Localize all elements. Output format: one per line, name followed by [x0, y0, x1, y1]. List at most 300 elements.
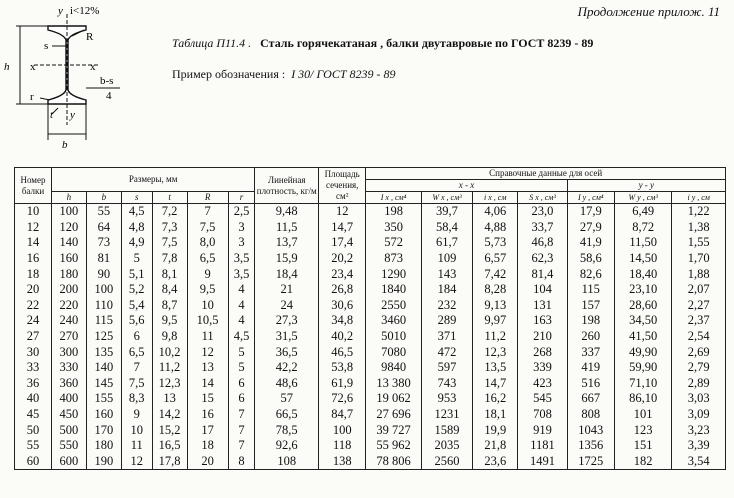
table-cell: 14 — [15, 235, 52, 251]
table-cell: 48,6 — [255, 376, 319, 392]
table-cell: 46,8 — [518, 235, 567, 251]
table-cell: 100 — [319, 422, 366, 438]
col-header-wx: W x , см³ — [421, 192, 472, 204]
table-row — [15, 204, 726, 220]
table-cell: 21,8 — [473, 438, 518, 454]
example-value: I 30/ ГОСТ 8239 - 89 — [291, 67, 396, 81]
table-cell: 23,10 — [614, 282, 672, 298]
table-cell: 6 — [228, 376, 255, 392]
table-cell: 18 — [187, 438, 228, 454]
table-cell: 1356 — [567, 438, 614, 454]
table-cell: 60 — [15, 454, 52, 470]
table-cell: 10 — [15, 204, 52, 220]
table-cell: 667 — [567, 391, 614, 407]
table-cell: 13,7 — [255, 235, 319, 251]
table-cell: 140 — [51, 235, 86, 251]
table-cell: 2,89 — [672, 376, 726, 392]
table-cell: 33,7 — [518, 220, 567, 236]
table-cell: 1491 — [518, 454, 567, 470]
table-cell: 81,4 — [518, 266, 567, 282]
table-row — [15, 251, 726, 267]
table-cell: 92,6 — [255, 438, 319, 454]
table-cell: 12 — [319, 204, 366, 220]
table-cell: 100 — [51, 204, 86, 220]
table-cell: 41,9 — [567, 235, 614, 251]
table-cell: 5 — [121, 251, 152, 267]
table-cell: 450 — [51, 407, 86, 423]
table-cell: 2,07 — [672, 282, 726, 298]
table-cell: 39,7 — [421, 204, 472, 220]
table-cell: 8,1 — [152, 266, 187, 282]
table-cell: 2,79 — [672, 360, 726, 376]
table-cell: 4,5 — [121, 204, 152, 220]
table-cell: 90 — [86, 266, 121, 282]
table-cell: 62,3 — [518, 251, 567, 267]
table-cell: 597 — [421, 360, 472, 376]
table-cell: 34,8 — [319, 313, 366, 329]
x-right-label: x — [90, 61, 96, 73]
table-cell: 3,03 — [672, 391, 726, 407]
table-cell: 1,70 — [672, 251, 726, 267]
col-header-area: Площадь сечения, см² — [319, 168, 366, 204]
table-cell: 6,5 — [187, 251, 228, 267]
table-cell: 360 — [51, 376, 86, 392]
table-cell: 21 — [255, 282, 319, 298]
table-cell: 184 — [421, 282, 472, 298]
table-cell: 11,5 — [255, 220, 319, 236]
table-cell: 108 — [255, 454, 319, 470]
table-cell: 131 — [518, 298, 567, 314]
table-cell: 23,6 — [473, 454, 518, 470]
table-cell: 16 — [187, 407, 228, 423]
table-cell: 4 — [228, 298, 255, 314]
table-cell: 30 — [15, 344, 52, 360]
table-cell: 220 — [51, 298, 86, 314]
y-bottom-label: y — [70, 109, 75, 121]
table-cell: 81 — [86, 251, 121, 267]
col-header-iy-radius: i y , см — [672, 192, 726, 204]
table-cell: 5,2 — [121, 282, 152, 298]
table-cell: 55 962 — [366, 438, 421, 454]
table-cell: 160 — [86, 407, 121, 423]
table-cell: 11,2 — [152, 360, 187, 376]
table-cell: 2,5 — [228, 204, 255, 220]
table-cell: 28,60 — [614, 298, 672, 314]
col-header-r: r — [228, 192, 255, 204]
b-minus-s-label: b-s — [100, 75, 114, 87]
table-cell: 78,5 — [255, 422, 319, 438]
table-cell: 15,9 — [255, 251, 319, 267]
table-cell: 5010 — [366, 329, 421, 345]
table-cell: 72,6 — [319, 391, 366, 407]
table-cell: 572 — [366, 235, 421, 251]
table-cell: 9840 — [366, 360, 421, 376]
x-left-label: x — [30, 61, 36, 73]
table-cell: 46,5 — [319, 344, 366, 360]
table-cell: 11,50 — [614, 235, 672, 251]
table-cell: 5 — [228, 344, 255, 360]
table-cell: 9,48 — [255, 204, 319, 220]
b-label: b — [62, 139, 68, 151]
table-row — [15, 329, 726, 345]
table-cell: 1043 — [567, 422, 614, 438]
table-cell: 210 — [518, 329, 567, 345]
table-cell: 9,5 — [187, 282, 228, 298]
table-cell: 163 — [518, 313, 567, 329]
table-cell: 198 — [366, 204, 421, 220]
h-label: h — [4, 61, 10, 73]
table-cell: 4 — [228, 313, 255, 329]
table-cell: 36,5 — [255, 344, 319, 360]
table-cell: 3,23 — [672, 422, 726, 438]
table-cell: 24 — [255, 298, 319, 314]
table-cell: 9,13 — [473, 298, 518, 314]
table-cell: 23,4 — [319, 266, 366, 282]
t-label: t — [50, 109, 54, 121]
table-cell: 73 — [86, 235, 121, 251]
table-cell: 400 — [51, 391, 86, 407]
table-cell: 23,0 — [518, 204, 567, 220]
table-cell: 9,5 — [152, 313, 187, 329]
table-cell: 118 — [319, 438, 366, 454]
table-cell: 123 — [614, 422, 672, 438]
axis-header-xx: x - x — [366, 180, 567, 192]
table-cell: 12,3 — [152, 376, 187, 392]
table-cell: 182 — [614, 454, 672, 470]
table-cell: 472 — [421, 344, 472, 360]
table-cell: 1231 — [421, 407, 472, 423]
table-cell: 10 — [121, 422, 152, 438]
table-cell: 86,10 — [614, 391, 672, 407]
table-cell: 115 — [567, 282, 614, 298]
table-cell: 4,9 — [121, 235, 152, 251]
table-cell: 7 — [228, 438, 255, 454]
table-cell: 1,38 — [672, 220, 726, 236]
table-cell: 4,8 — [121, 220, 152, 236]
table-cell: 545 — [518, 391, 567, 407]
table-cell: 17,4 — [319, 235, 366, 251]
table-cell: 135 — [86, 344, 121, 360]
table-cell: 138 — [319, 454, 366, 470]
table-cell: 10 — [187, 298, 228, 314]
r-upper-label: R — [86, 31, 94, 43]
table-cell: 190 — [86, 454, 121, 470]
designation-example — [172, 67, 396, 82]
table-cell: 7080 — [366, 344, 421, 360]
table-cell: 31,5 — [255, 329, 319, 345]
table-cell: 17,9 — [567, 204, 614, 220]
table-cell: 6,57 — [473, 251, 518, 267]
table-cell: 27,3 — [255, 313, 319, 329]
table-cell: 7 — [187, 204, 228, 220]
col-header-sx: S x , см³ — [518, 192, 567, 204]
four-label: 4 — [106, 90, 112, 102]
table-cell: 500 — [51, 422, 86, 438]
table-cell: 40 — [15, 391, 52, 407]
col-header-s: s — [121, 192, 152, 204]
table-cell: 41,50 — [614, 329, 672, 345]
table-cell: 20,2 — [319, 251, 366, 267]
continuation-note: Продолжение прилож. 11 — [577, 4, 720, 19]
table-cell: 20 — [187, 454, 228, 470]
col-header-b: b — [86, 192, 121, 204]
table-cell: 3,5 — [228, 266, 255, 282]
table-cell: 337 — [567, 344, 614, 360]
table-cell: 27,9 — [567, 220, 614, 236]
table-cell: 61,7 — [421, 235, 472, 251]
s-label: s — [44, 40, 49, 52]
col-header-no: Номер балки — [15, 168, 52, 204]
y-top-label: y — [58, 5, 63, 17]
table-cell: 104 — [518, 282, 567, 298]
group-header-reference: Справочные данные для осей — [366, 168, 726, 180]
table-cell: 232 — [421, 298, 472, 314]
table-cell: 8,72 — [614, 220, 672, 236]
table-cell: 55 — [15, 438, 52, 454]
table-cell: 66,5 — [255, 407, 319, 423]
group-header-dimensions: Размеры, мм — [51, 168, 254, 192]
table-cell: 3460 — [366, 313, 421, 329]
table-cell: 16,2 — [473, 391, 518, 407]
table-label: Таблица П11.4 . — [172, 36, 252, 50]
table-row — [15, 422, 726, 438]
table-cell: 84,7 — [319, 407, 366, 423]
table-cell: 27 696 — [366, 407, 421, 423]
table-cell: 26,8 — [319, 282, 366, 298]
table-cell: 59,90 — [614, 360, 672, 376]
table-cell: 27 — [15, 329, 52, 345]
col-header-iy-moment: I y , см⁴ — [567, 192, 614, 204]
table-cell: 3,54 — [672, 454, 726, 470]
table-cell: 12 — [121, 454, 152, 470]
table-cell: 5,73 — [473, 235, 518, 251]
table-cell: 7,8 — [152, 251, 187, 267]
table-cell: 423 — [518, 376, 567, 392]
table-cell: 120 — [51, 220, 86, 236]
table-cell: 155 — [86, 391, 121, 407]
table-cell: 12 — [15, 220, 52, 236]
table-cell: 200 — [51, 282, 86, 298]
table-cell: 240 — [51, 313, 86, 329]
table-cell: 1589 — [421, 422, 472, 438]
table-cell: 145 — [86, 376, 121, 392]
table-cell: 2035 — [421, 438, 472, 454]
table-cell: 22 — [15, 298, 52, 314]
col-header-density: Линейная плотность, кг/м — [255, 168, 319, 204]
table-cell: 808 — [567, 407, 614, 423]
col-header-ix-moment: I x , см⁴ — [366, 192, 421, 204]
table-cell: 1,55 — [672, 235, 726, 251]
table-cell: 15,2 — [152, 422, 187, 438]
table-cell: 371 — [421, 329, 472, 345]
table-cell: 2,27 — [672, 298, 726, 314]
table-cell: 18,1 — [473, 407, 518, 423]
table-cell: 3 — [228, 235, 255, 251]
table-cell: 2560 — [421, 454, 472, 470]
table-cell: 11,2 — [473, 329, 518, 345]
table-cell: 19 062 — [366, 391, 421, 407]
table-cell: 4,06 — [473, 204, 518, 220]
table-cell: 6 — [121, 329, 152, 345]
table-cell: 339 — [518, 360, 567, 376]
table-cell: 58,6 — [567, 251, 614, 267]
col-header-t: t — [152, 192, 187, 204]
table-cell: 600 — [51, 454, 86, 470]
table-cell: 16,5 — [152, 438, 187, 454]
table-cell: 4 — [228, 282, 255, 298]
table-cell: 7,5 — [187, 220, 228, 236]
table-cell: 8 — [228, 454, 255, 470]
table-cell: 20 — [15, 282, 52, 298]
table-cell: 109 — [421, 251, 472, 267]
table-cell: 61,9 — [319, 376, 366, 392]
table-cell: 7 — [121, 360, 152, 376]
beam-table — [14, 167, 726, 470]
table-cell: 419 — [567, 360, 614, 376]
table-cell: 9,8 — [152, 329, 187, 345]
table-cell: 18 — [15, 266, 52, 282]
table-cell: 24 — [15, 313, 52, 329]
table-cell: 6,49 — [614, 204, 672, 220]
table-cell: 17 — [187, 422, 228, 438]
table-cell: 30,6 — [319, 298, 366, 314]
table-cell: 8,0 — [187, 235, 228, 251]
table-cell: 33 — [15, 360, 52, 376]
table-cell: 57 — [255, 391, 319, 407]
table-cell: 7 — [228, 407, 255, 423]
table-cell: 180 — [51, 266, 86, 282]
table-cell: 13 — [187, 360, 228, 376]
table-row — [15, 391, 726, 407]
table-cell: 53,8 — [319, 360, 366, 376]
table-cell: 270 — [51, 329, 86, 345]
table-cell: 180 — [86, 438, 121, 454]
table-row — [15, 220, 726, 236]
table-cell: 1,88 — [672, 266, 726, 282]
table-cell: 5,4 — [121, 298, 152, 314]
table-cell: 78 806 — [366, 454, 421, 470]
table-cell: 3 — [228, 220, 255, 236]
table-cell: 140 — [86, 360, 121, 376]
table-cell: 7,5 — [121, 376, 152, 392]
table-row — [15, 266, 726, 282]
table-cell: 1181 — [518, 438, 567, 454]
table-cell: 8,3 — [121, 391, 152, 407]
table-cell: 4,5 — [228, 329, 255, 345]
table-row — [15, 454, 726, 470]
table-row — [15, 407, 726, 423]
table-cell: 100 — [86, 282, 121, 298]
table-cell: 10,2 — [152, 344, 187, 360]
table-cell: 14,7 — [319, 220, 366, 236]
table-cell: 170 — [86, 422, 121, 438]
table-cell: 49,90 — [614, 344, 672, 360]
table-cell: 330 — [51, 360, 86, 376]
table-cell: 198 — [567, 313, 614, 329]
table-cell: 55 — [86, 204, 121, 220]
table-cell: 18,40 — [614, 266, 672, 282]
i-beam-section-diagram — [0, 0, 170, 160]
table-cell: 8,28 — [473, 282, 518, 298]
table-cell: 260 — [567, 329, 614, 345]
table-cell: 16 — [15, 251, 52, 267]
col-header-R: R — [187, 192, 228, 204]
table-cell: 64 — [86, 220, 121, 236]
table-cell: 873 — [366, 251, 421, 267]
table-cell: 34,50 — [614, 313, 672, 329]
table-cell: 14,2 — [152, 407, 187, 423]
table-cell: 82,6 — [567, 266, 614, 282]
table-cell: 36 — [15, 376, 52, 392]
table-cell: 12,3 — [473, 344, 518, 360]
table-cell: 9 — [187, 266, 228, 282]
table-row — [15, 282, 726, 298]
table-row — [15, 313, 726, 329]
table-title — [172, 36, 593, 51]
table-cell: 953 — [421, 391, 472, 407]
table-cell: 7,42 — [473, 266, 518, 282]
table-cell: 2,37 — [672, 313, 726, 329]
table-cell: 919 — [518, 422, 567, 438]
table-cell: 6,5 — [121, 344, 152, 360]
col-header-wy: W y , см³ — [614, 192, 672, 204]
table-row — [15, 344, 726, 360]
table-cell: 3,5 — [228, 251, 255, 267]
table-cell: 125 — [86, 329, 121, 345]
table-cell: 13 — [152, 391, 187, 407]
table-cell: 743 — [421, 376, 472, 392]
table-cell: 350 — [366, 220, 421, 236]
table-cell: 2550 — [366, 298, 421, 314]
table-cell: 14 — [187, 376, 228, 392]
table-cell: 1840 — [366, 282, 421, 298]
table-cell: 40,2 — [319, 329, 366, 345]
col-header-ix-radius: i x , см — [473, 192, 518, 204]
table-row — [15, 376, 726, 392]
table-cell: 151 — [614, 438, 672, 454]
table-cell: 4,88 — [473, 220, 518, 236]
table-cell: 18,4 — [255, 266, 319, 282]
table-cell: 268 — [518, 344, 567, 360]
table-cell: 50 — [15, 422, 52, 438]
table-cell: 10,5 — [187, 313, 228, 329]
slope-label: i<12% — [70, 5, 100, 17]
table-cell: 42,2 — [255, 360, 319, 376]
table-cell: 19,9 — [473, 422, 518, 438]
table-cell: 12 — [187, 344, 228, 360]
table-cell: 17,8 — [152, 454, 187, 470]
table-cell: 13 380 — [366, 376, 421, 392]
table-cell: 39 727 — [366, 422, 421, 438]
table-cell: 2,69 — [672, 344, 726, 360]
table-cell: 1725 — [567, 454, 614, 470]
table-cell: 9 — [121, 407, 152, 423]
table-cell: 13,5 — [473, 360, 518, 376]
table-cell: 157 — [567, 298, 614, 314]
table-title-text: Сталь горячекатаная , балки двутавровые по ГОСТ 8239 - 89 — [260, 36, 594, 50]
table-cell: 3,09 — [672, 407, 726, 423]
table-cell: 7,2 — [152, 204, 187, 220]
table-cell: 5,6 — [121, 313, 152, 329]
table-cell: 11 — [121, 438, 152, 454]
table-cell: 300 — [51, 344, 86, 360]
table-cell: 71,10 — [614, 376, 672, 392]
table-cell: 8,4 — [152, 282, 187, 298]
table-cell: 7,5 — [152, 235, 187, 251]
table-cell: 550 — [51, 438, 86, 454]
table-cell: 45 — [15, 407, 52, 423]
table-cell: 5,1 — [121, 266, 152, 282]
